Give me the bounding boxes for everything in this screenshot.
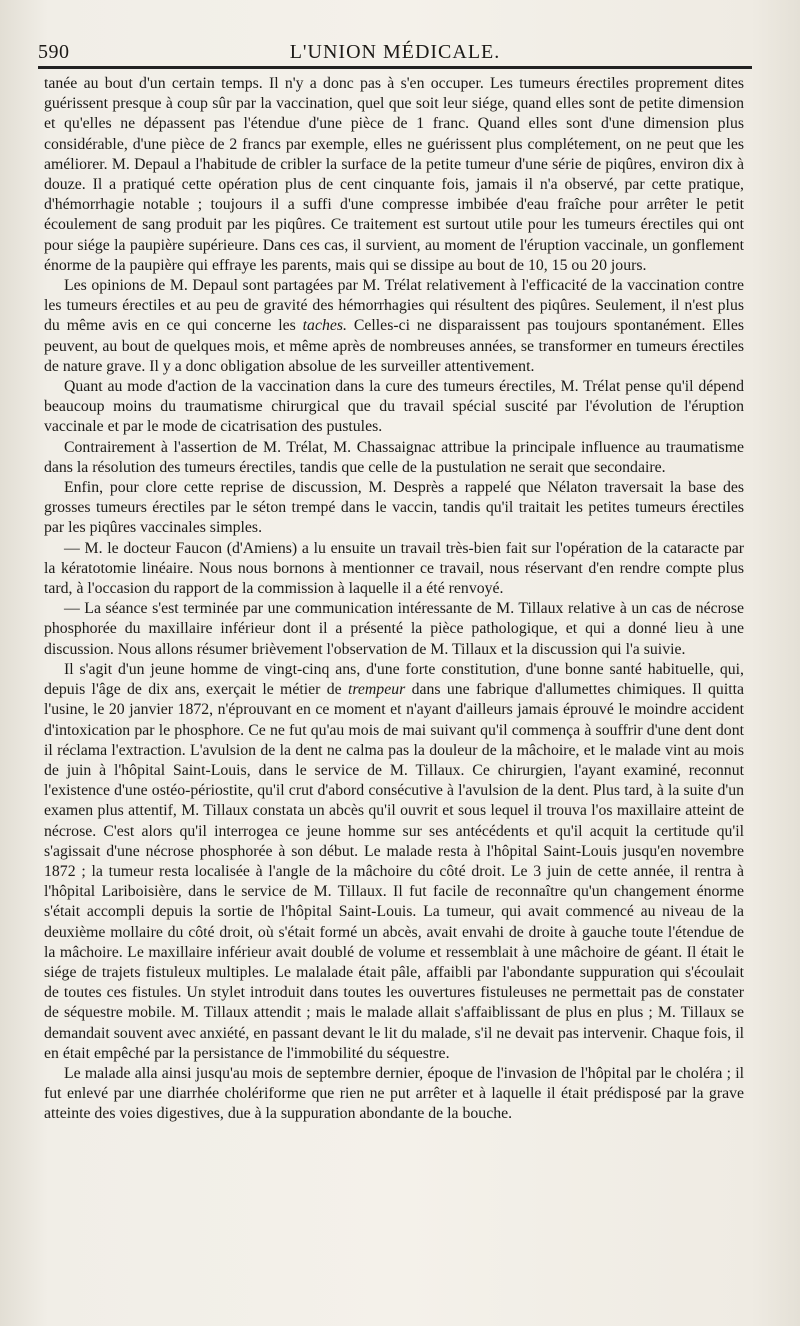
italic-term: trempeur <box>347 681 406 699</box>
header-rule <box>38 66 752 69</box>
paragraph-text: Les opinions de M. Depaul sont partagées par M. Trélat relativement à l'efficacité de la vaccination contre les tumeurs érectiles et au peu de gravité des hémorrhagies qui résultent des piqûres. Seulement, il n'est plus du même avis en ce qui concerne les <box>44 277 744 335</box>
paragraph-case-report <box>44 660 744 1064</box>
paragraph-chassaignac: Contrairement à l'assertion de M. Trélat, M. Chassaignac attribue la principale influence au traumatisme dans la résolution des tumeurs érectiles, tandis que celle de la pustulation ne serait que secondaire. <box>44 438 744 476</box>
paragraph-continuation: tanée au bout d'un certain temps. Il n'y a donc pas à s'en occuper. Les tumeurs érectiles proprement dites guérissent presque à coup sûr par la vaccination, quel que soit leur siége, quand elles sont de petite dimension et qu'elles ne dépassent pas l'étendue d'une pièce de 1 franc. Quand elles sont d'une dimension plus considérable, d'une pièce de 2 francs par exemple, elles ne guérissent plus complétement, on ne peut que les améliorer. M. Depaul a l'habitude de cribler la surface de la petite tumeur d'une série de piqûres, environ dix à douze. Il a pratiqué cette opération plus de cent cinquante fois, jamais il n'a observé, par cette pratique, d'hémorrhagie notable ; toujours il a suffi d'une compresse imbibée d'eau fraîche pour arrêter le petit écoulement de sang produit par les piqûres. Ce traitement est surtout utile pour les tumeurs érectiles qui ont pour siége la paupière supérieure. Dans ces cas, il survient, au moment de l'éruption vaccinale, un gonflement énorme de la paupière qui effraye les parents, mais qui se dissipe au bout de 10, 15 ou 20 jours. <box>44 75 744 274</box>
paragraph-depaul-trelat <box>44 276 744 377</box>
page-number: 590 <box>38 41 70 63</box>
paragraph-despres: Enfin, pour clore cette reprise de discussion, M. Desprès a rappelé que Nélaton traversait la base des grosses tumeurs érectiles par le séton trempé dans le vaccin, tandis qu'il traitait les petites tumeurs érectiles par les piqûres vaccinales simples. <box>44 479 744 537</box>
paragraph-text: dans une fabrique d'allumettes chimiques. Il quitta l'usine, le 20 janvier 1872, n'éprouvant en ce moment et n'ayant d'ailleurs jamais éprouvé le moindre accident d'intoxication par le phosphore. Ce ne fut qu'au mois de mai suivant qu'il commença à souffrir d'une dent dont il réclama l'extraction. L'avulsion de la dent ne calma pas la douleur de la mâchoire, et le malade vint au mois de juin à l'hôpital Saint-Louis, dans le service de M. Tillaux. Ce chirurgien, l'ayant examiné, reconnut l'existence d'une ostéo-périostite, qu'il crut d'abord consécutive à l'avulsion de la dent. Plus tard, à la suite d'un examen plus attentif, M. Tillaux constata un abcès qu'il ouvrit et sous lequel il trouva l'os maxillaire atteint de nécrose. C'est alors qu'il interrogea ce jeune homme sur ses antécédents et qu'il acquit la certitude qu'il s'agissait d'une nécrose phosphorée à son début. Le malade resta à l'hôpital Saint-Louis jusqu'en novembre 1872 ; la tumeur resta localisée à l'angle de la mâchoire du côté droit. Le 3 juin de cette année, il rentra à l'hôpital Lariboisière, dans le service de M. Tillaux. Il fut facile de reconnaître qu'un changement énorme s'était accompli depuis la sortie de l'hôpital Saint-Louis. La tumeur, qui avait commencé au niveau de la deuxième mollaire du côté droit, où s'était formé un abcès, avait envahi de droite à gauche toute l'étendue de la mâchoire. Le maxillaire inférieur avait doublé de volume et ressemblait à une mâchoire de géant. Il était le siége de trajets fistuleux multiples. Le malalade était pâle, affaibli par l'abondante suppuration qui s'écoulait de toutes ces fistules. Un stylet introduit dans toutes les ouvertures fistuleuses ne permettait pas de constater de séquestre mobile. M. Tillaux attendit ; mais le malade allait s'affaiblissant de plus en plus ; M. Tillaux se demandait souvent avec anxiété, en passant devant le lit du malade, s'il ne devait pas intervenir. Chaque fois, il en était empêché par la persistance de l'immobilité du séquestre. <box>44 681 744 1062</box>
paragraph-tillaux-intro: — La séance s'est terminée par une communication intéressante de M. Tillaux relative à un cas de nécrose phosphorée du maxillaire inférieur dont il a présenté la pièce pathologique, et qui a donné lieu à une discussion. Nous allons résumer brièvement l'observation de M. Tillaux et la discussion qui l'a suivie. <box>44 600 744 658</box>
italic-term: taches. <box>302 317 347 335</box>
paragraph-text: Il s'agit d'un jeune homme de vingt-cinq ans, d'une forte constitution, d'une bonne santé habituelle, qui, depuis l'âge de dix ans, exerçait le métier de <box>44 660 744 699</box>
paragraph-text: Celles-ci ne disparaissent pas toujours spontanément. Elles peuvent, au bout de quelques mois, et même après de nombreuses années, se transformer en tumeurs érectiles de nature grave. Il y a donc obligation absolue de les surveiller attentivement. <box>44 317 744 375</box>
paragraph-faucon: — M. le docteur Faucon (d'Amiens) a lu ensuite un travail très-bien fait sur l'opération de la cataracte par la kératotomie linéaire. Nous nous bornons à mentionner ce travail, nous réservant d'en rendre compte plus tard, à l'occasion du rapport de la commission à laquelle il a été renvoyé. <box>44 539 744 598</box>
running-title: L'UNION MÉDICALE. <box>289 41 501 63</box>
page-header <box>38 30 752 64</box>
paragraph-mode-action: Quant au mode d'action de la vaccination dans la cure des tumeurs érectiles, M. Trélat pense qu'il dépend beaucoup moins du traumatisme chirurgical que du travail spécial suscité par l'évolution de l'éruption vaccinale et par le mode de cicatrisation des pustules. <box>44 378 744 436</box>
paragraph-outcome: Le malade alla ainsi jusqu'au mois de septembre dernier, époque de l'invasion de l'hôpital par le choléra ; il fut enlevé par une diarrhée cholériforme que rien ne put arrêter et à laquelle il était prédisposé par la grave atteinte des voies digestives, due à la suppuration abondante de la bouche. <box>44 1064 744 1123</box>
article-body <box>44 74 744 1125</box>
